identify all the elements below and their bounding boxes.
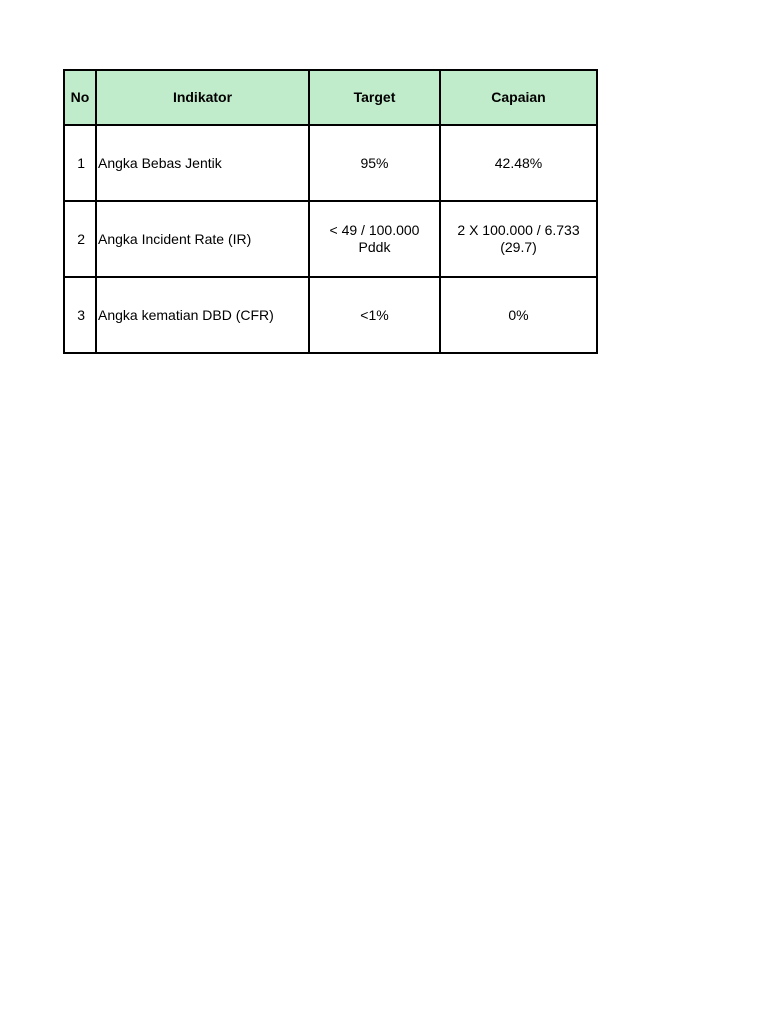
row-target: [309, 125, 440, 201]
row-capaian-line-1: 0%: [508, 306, 529, 323]
indicator-table: [63, 69, 598, 354]
row-target: [309, 277, 440, 353]
row-capaian: [440, 201, 597, 277]
header-capaian: Capaian: [440, 70, 597, 125]
row-capaian: [440, 125, 597, 201]
row-target-line-2: Pddk: [358, 239, 391, 255]
row-number: 2: [64, 201, 96, 277]
header-no: No: [64, 70, 96, 125]
row-indikator: Angka Bebas Jentik: [96, 125, 309, 201]
row-indikator: Angka kematian DBD (CFR): [96, 277, 309, 353]
row-capaian-line-1: 2 X 100.000 / 6.733: [457, 222, 580, 238]
row-capaian-line-1: 42.48%: [494, 154, 543, 171]
header-indikator: Indikator: [96, 70, 309, 125]
row-capaian-line-2: (29.7): [500, 239, 537, 255]
table-row: [64, 277, 597, 353]
row-target-line-1: < 49 / 100.000: [329, 222, 420, 238]
row-capaian: [440, 277, 597, 353]
row-number: 3: [64, 277, 96, 353]
row-indikator: Angka Incident Rate (IR): [96, 201, 309, 277]
row-target-line-1: <1%: [360, 306, 389, 323]
table-row: [64, 201, 597, 277]
table-header-row: [64, 70, 597, 125]
row-target: [309, 201, 440, 277]
table-row: [64, 125, 597, 201]
header-target: Target: [309, 70, 440, 125]
row-number: 1: [64, 125, 96, 201]
row-target-line-1: 95%: [360, 154, 389, 171]
